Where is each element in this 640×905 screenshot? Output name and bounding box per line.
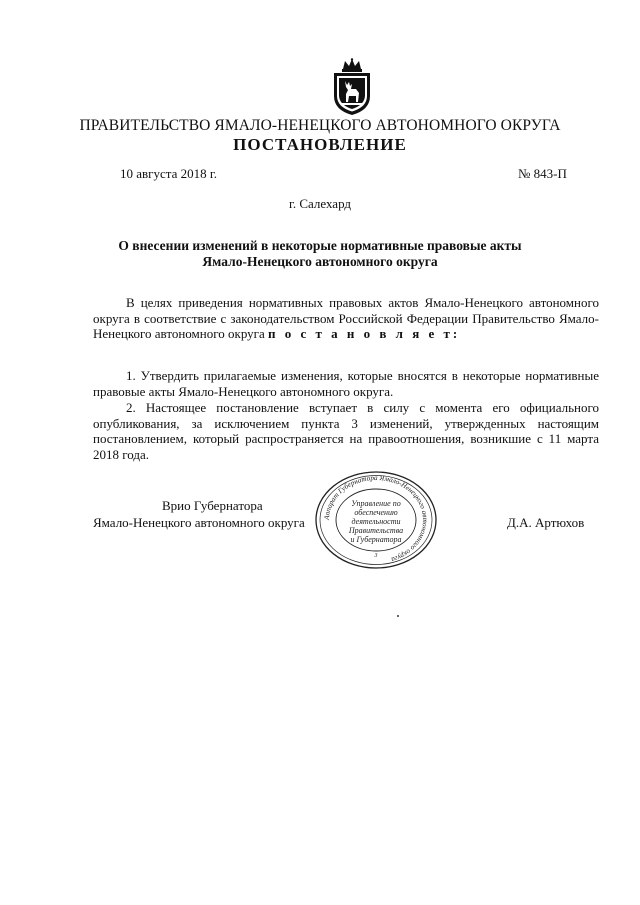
item-1-paragraph: 1. Утвердить прилагаемые изменения, которые вносятся в некоторые нормативные правовые акты Ямало-Ненецкого автономного округа. [93,368,599,399]
document-subject [0,238,640,270]
item-2-paragraph: 2. Настоящее постановление вступает в силу с момента его официального опубликования, за исключением пункта 3 изменений, утвержденных настоящим постановлением, который распространяется на правоотношения, возникшие с 11 марта 2018 года. [93,400,599,462]
preamble-paragraph [93,295,599,342]
signatory-position-line-2: Ямало-Ненецкого автономного округа [93,515,305,530]
stamp-ring-text: Аппарат Губернатора Ямало-Ненецкого автономного округа [322,473,430,564]
stamp-center-line-5: и Губернатора [350,535,402,544]
document-date: 10 августа 2018 г. [120,166,217,181]
signatory-name: Д.А. Артюхов [507,515,585,530]
coat-of-arms-icon [330,58,374,116]
subject-line-2: Ямало-Ненецкого автономного округа [202,254,438,269]
stamp-center-line-2: обеспечению [354,508,398,517]
subject-line-1: О внесении изменений в некоторые нормативные правовые акты [118,238,522,253]
resolves-word: п о с т а н о в л я е т: [268,326,461,341]
document-city: г. Салехард [288,196,352,211]
document-number: № 843-П [518,166,567,181]
document-type: ПОСТАНОВЛЕНИЕ [233,135,407,154]
stamp-number: 3 [374,553,378,559]
page-speck [397,615,399,617]
preamble-text: В целях приведения нормативных правовых актов Ямало-Ненецкого автономного округа в соответствие с законодательством Российской Федерации Правительство Ямало-Ненецкого автономного округа [93,295,599,341]
official-stamp [313,470,439,570]
government-title: ПРАВИТЕЛЬСТВО ЯМАЛО-НЕНЕЦКОГО АВТОНОМНОГО ОКРУГА [79,117,561,134]
signatory-position-line-1: Врио Губернатора [162,498,263,513]
stamp-center-line-1: Управление по [351,499,401,508]
stamp-center-line-4: Правительства [348,526,404,535]
stamp-center-line-3: деятельности [351,517,401,526]
